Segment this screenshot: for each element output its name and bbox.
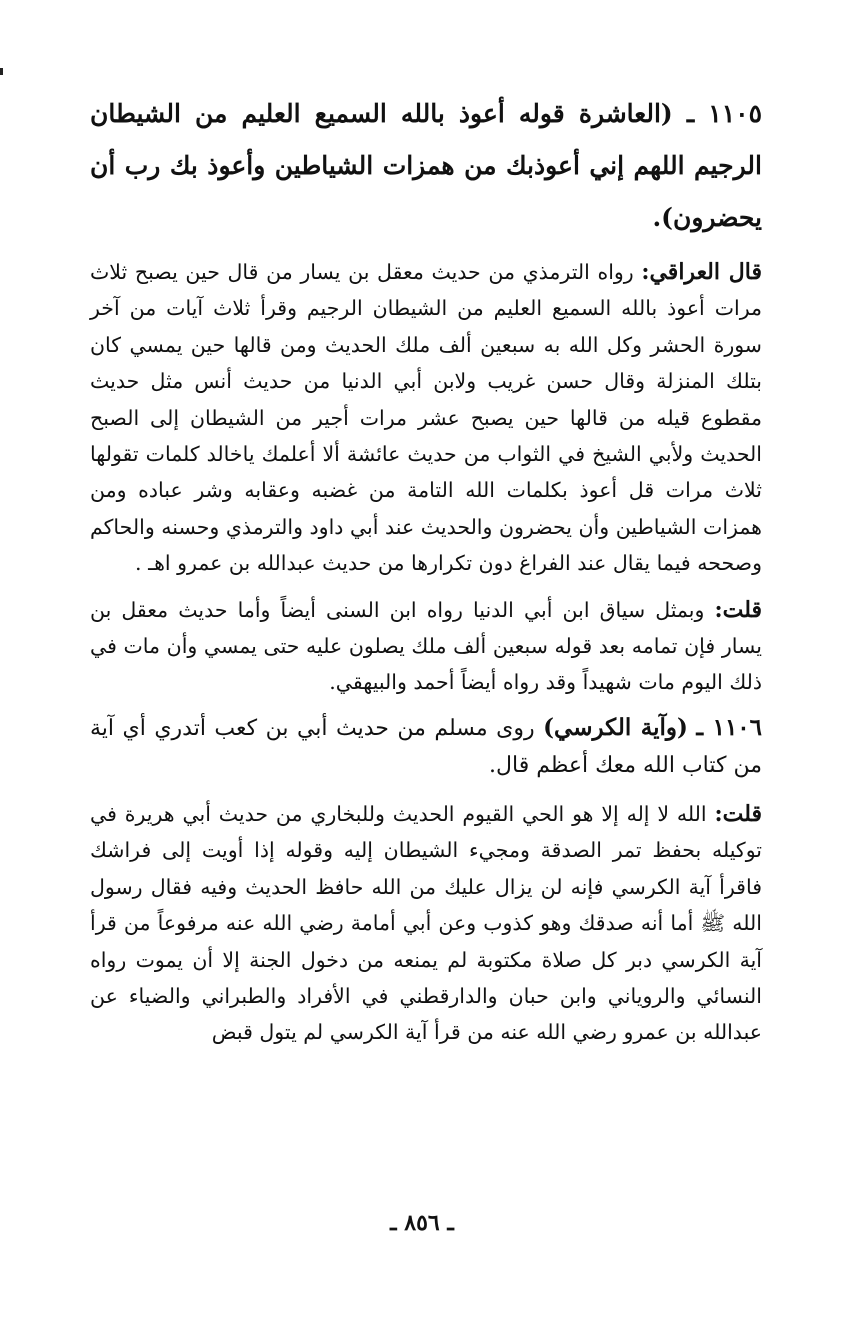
entry-text: روى مسلم من حديث أبي بن كعب أتدري أي آية من كتاب الله معك أعظم قال.	[90, 715, 762, 778]
entry-number: ١١٠٥ ـ	[686, 99, 762, 128]
note-text: الله لا إله إلا هو الحي القيوم الحديث وللبخاري من حديث أبي هريرة في توكيله بحفظ تمر الصدقة ومجيء الشيطان إليه وقوله إذا أويت إلى فراشك فاقرأ آية الكرسي فإنه لن يزال عليك من الله حافظ الحديث وفيه فقال رسول الله ﷺ أما أنه صدقك وهو كذوب وعن أبي أمامة رضي الله عنه مرفوعاً من قرأ آية الكرسي دبر كل صلاة مكتوبة لم يمنعه من دخول الجنة إلا أن يموت رواه النسائي والروياني وابن حبان والدارقطني في الأفراد والطبراني والضياء عن عبدالله بن عمرو رضي الله عنه من قرأ آية الكرسي لم يتول قبض	[90, 801, 762, 1045]
page-body	[90, 88, 762, 1061]
page-edge-mark	[0, 68, 3, 75]
note-lead: قلت:	[714, 596, 762, 623]
qultu-note-2	[90, 796, 762, 1051]
commentary-lead: قال العراقي:	[641, 259, 762, 285]
entry-1105-heading	[90, 88, 762, 244]
note-lead: قلت:	[714, 800, 762, 827]
entry-title: (وآية الكرسي)	[543, 713, 688, 741]
page-number: ـ ٨٥٦ ـ	[390, 1210, 454, 1236]
qultu-note-1	[90, 592, 762, 701]
commentary-text: رواه الترمذي من حديث معقل بن يسار من قال حين يصبح ثلاث مرات أعوذ بالله السميع العليم من الشيطان الرجيم وقرأ ثلاث آيات من آخر سورة الحشر وكل الله به سبعين ألف ملك الحديث ومن قالها حين يمسي كان بتلك المنزلة وقال حسن غريب ولابن أبي الدنيا من حديث أنس مثل حديث مقطوع قيله من قالها حين يصبح عشر مرات أجير من الشيطان إلى الصبح الحديث ولأبي الشيخ في الثواب من حديث عائشة ألا أعلمك ياخالد كلمات تقولها ثلاث مرات قل أعوذ بكلمات الله التامة من غضبه وعقابه وشر عباده ومن همزات الشياطين وأن يحضرون والحديث عند أبي داود والترمذي وحسنه والحاكم وصححه فيما يقال عند الفراغ دون تكرارها من حديث عبدالله بن عمرو اهـ .	[90, 260, 762, 576]
note-text: وبمثل سياق ابن أبي الدنيا رواه ابن السنى أيضاً وأما حديث معقل بن يسار فإن تمامه بعد قوله سبعين ألف ملك يصلون عليه حتى يمسي وأن مات في ذلك اليوم مات شهيداً وقد رواه أيضاً أحمد والبيهقي.	[90, 597, 762, 695]
entry-1106-heading	[90, 709, 762, 784]
entry-title: (العاشرة قوله أعوذ بالله السميع العليم من الشيطان الرجيم اللهم إني أعوذبك من همزات الشياطين وأعوذ بك رب أن يحضرون).	[90, 99, 762, 232]
iraqi-commentary	[90, 254, 762, 582]
entry-number: ١١٠٦ ـ	[696, 713, 763, 741]
